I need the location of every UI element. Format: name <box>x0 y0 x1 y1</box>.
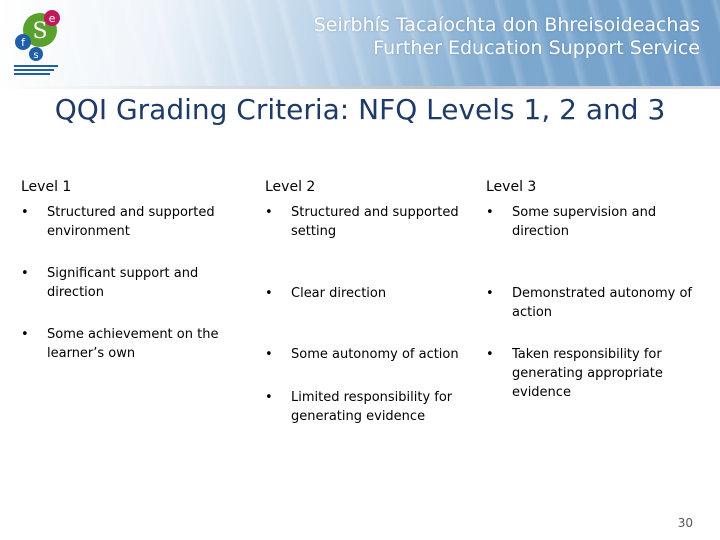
list-item <box>21 325 241 365</box>
bullet-icon: • <box>21 266 29 281</box>
column-heading: Level 1 <box>21 179 72 195</box>
list-item-text: Limited responsibility for generating evidence <box>291 390 453 424</box>
fess-logo <box>10 8 62 78</box>
list-item <box>265 203 475 243</box>
list-item <box>265 345 475 365</box>
bullet-icon: • <box>486 347 494 362</box>
header-divider <box>0 86 720 89</box>
page-title: QQI Grading Criteria: NFQ Levels 1, 2 and 3 <box>54 93 666 126</box>
bullet-icon: • <box>21 205 29 220</box>
list-item-text: Demonstrated autonomy of action <box>512 286 692 320</box>
bullet-icon: • <box>265 347 273 362</box>
list-item <box>486 345 701 405</box>
list-item-text: Structured and supported setting <box>291 205 459 239</box>
column-level-2 <box>265 176 475 198</box>
list-item <box>265 388 475 428</box>
banner-line-english: Further Education Support Service <box>373 37 700 59</box>
svg-text:S: S <box>32 19 48 44</box>
list-item-text: Significant support and direction <box>47 266 199 300</box>
list-item <box>265 284 475 304</box>
bullet-icon: • <box>21 327 29 342</box>
list-item-text: Some achievement on the learner’s own <box>47 327 219 361</box>
column-level-1 <box>21 176 241 198</box>
banner-title <box>314 14 700 60</box>
banner-line-irish: Seirbhís Tacaíochta don Bhreisoideachas <box>313 14 700 36</box>
list-item <box>21 203 241 243</box>
svg-text:e: e <box>48 12 56 25</box>
list-item <box>486 284 701 324</box>
header-banner <box>0 0 720 86</box>
bullet-icon: • <box>265 205 273 220</box>
list-item <box>486 203 701 243</box>
svg-text:f: f <box>21 36 25 49</box>
list-item-text: Taken responsibility for generating appropriate evidence <box>512 347 663 400</box>
list-item-text: Structured and supported environment <box>47 205 215 239</box>
column-heading: Level 2 <box>265 179 316 195</box>
bullet-icon: • <box>486 205 494 220</box>
column-level-3 <box>486 176 701 198</box>
column-heading: Level 3 <box>486 179 537 195</box>
list-item-text: Clear direction <box>291 286 387 301</box>
page-number: 30 <box>677 516 693 530</box>
bullet-icon: • <box>265 286 273 301</box>
bullet-icon: • <box>265 390 273 405</box>
svg-text:s: s <box>33 50 39 61</box>
bullet-icon: • <box>486 286 494 301</box>
list-item <box>21 264 241 304</box>
list-item-text: Some autonomy of action <box>291 347 459 362</box>
list-item-text: Some supervision and direction <box>512 205 657 239</box>
